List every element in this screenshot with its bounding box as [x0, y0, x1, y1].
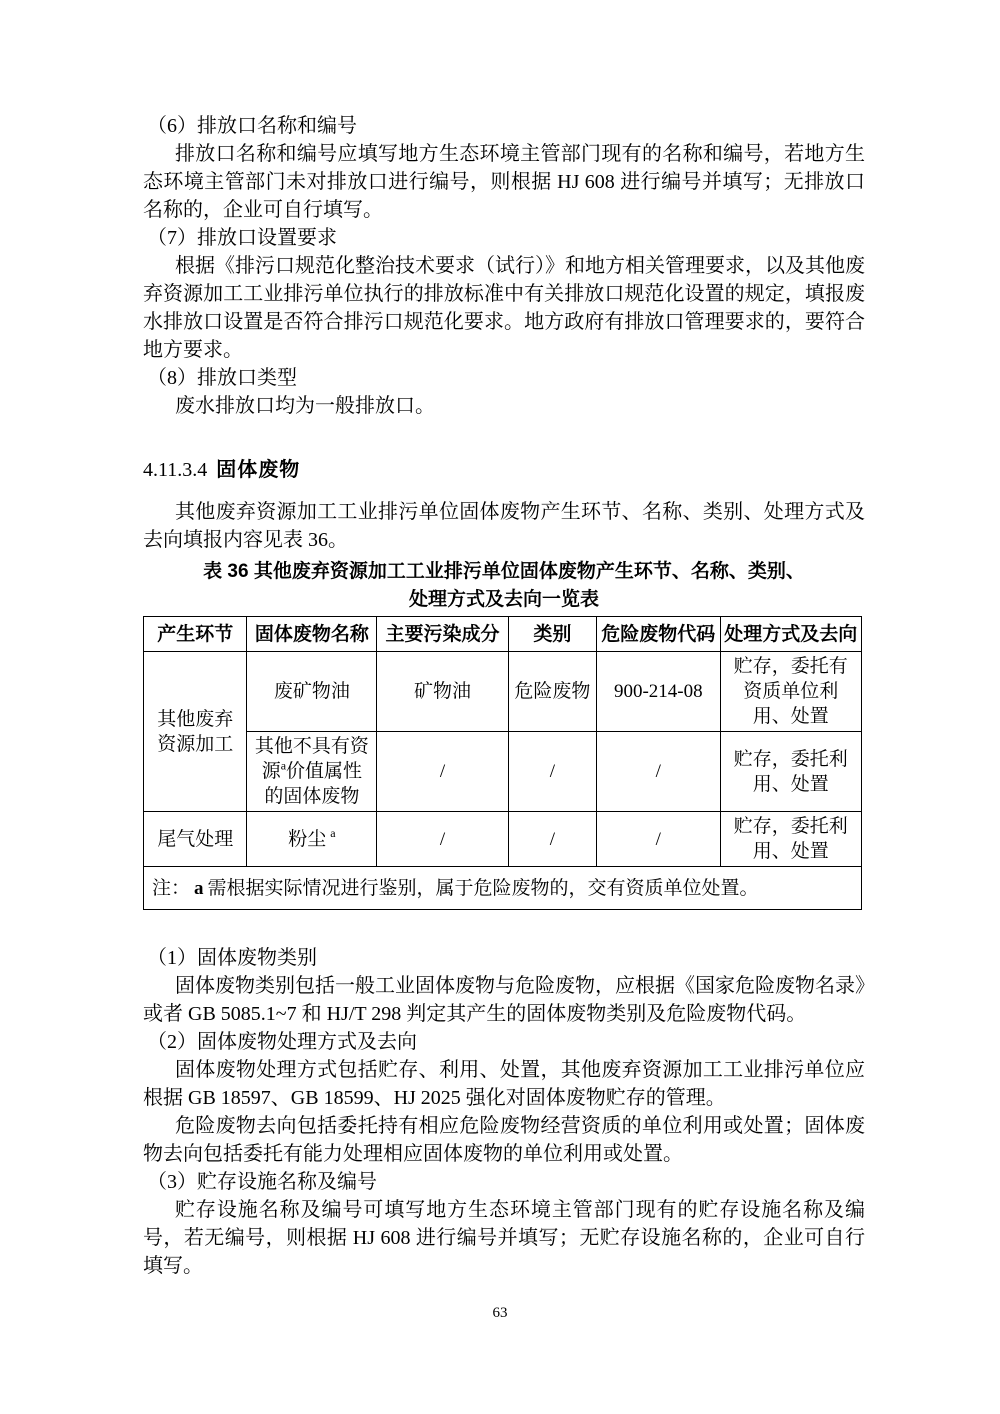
- list-heading-3: （3）贮存设施名称及编号: [147, 1171, 377, 1193]
- paragraph-disposal-method: 固体废物处理方式包括贮存、利用、处置，其他废弃资源加工工业排污单位应根据 GB 18597、GB 18599、HJ 2025 强化对固体废物贮存的管理。: [143, 1059, 865, 1109]
- paragraph-waste-category: 固体废物类别包括一般工业固体废物与危险废物，应根据《国家危险废物名录》或者 GB 5085.1~7 和 HJ/T 298 判定其产生的固体废物类别及危险废物代码。: [143, 975, 865, 1025]
- note-text: 需根据实际情况进行鉴别，属于危险废物的，交有资质单位处置。: [207, 877, 759, 899]
- cell-hazard-code: /: [597, 812, 720, 867]
- paragraph-section-intro: 其他废弃资源加工工业排污单位固体废物产生环节、名称、类别、处理方式及去向填报内容见表 36。: [143, 501, 865, 551]
- header-disposal: 处理方式及去向: [720, 617, 861, 652]
- section-number: 4.11.3.4: [143, 459, 208, 481]
- paragraph-storage-facility: 贮存设施名称及编号可填写地方生态环境主管部门现有的贮存设施名称及编号，若无编号，则根据 HJ 608 进行编号并填写；无贮存设施名称的，企业可自行填写。: [143, 1199, 865, 1277]
- header-hazard-code: 危险废物代码: [597, 617, 720, 652]
- cell-waste-name: 废矿物油: [247, 652, 377, 732]
- cell-category: /: [508, 812, 596, 867]
- table-header-row: [144, 617, 862, 652]
- table-row: [144, 652, 862, 732]
- list-heading-7: （7）排放口设置要求: [147, 227, 337, 249]
- cell-disposal: 贮存，委托利用、处置: [720, 812, 861, 867]
- header-category: 类别: [508, 617, 596, 652]
- paragraph-hazard-destination: 危险废物去向包括委托持有相应危险废物经营资质的单位利用或处置；固体废物去向包括委托有能力处理相应固体废物的单位利用或处置。: [143, 1115, 865, 1165]
- cell-pollutant: 矿物油: [377, 652, 508, 732]
- table-title: [143, 558, 865, 614]
- cell-stage: 尾气处理: [144, 812, 247, 867]
- cell-pollutant: /: [377, 812, 508, 867]
- table-title-line1: 表 36 其他废弃资源加工工业排污单位固体废物产生环节、名称、类别、: [203, 561, 805, 582]
- solid-waste-table: [143, 616, 862, 910]
- cell-hazard-code: /: [597, 732, 720, 812]
- cell-disposal: 贮存，委托有资质单位利用、处置: [720, 652, 861, 732]
- cell-category: /: [508, 732, 596, 812]
- table-note-row: [144, 867, 862, 910]
- table-title-line2: 处理方式及去向一览表: [408, 589, 599, 610]
- header-stage: 产生环节: [144, 617, 247, 652]
- paragraph-outlet-type: 废水排放口均为一般排放口。: [175, 395, 435, 417]
- paragraph-outlet-requirements: 根据《排污口规范化整治技术要求（试行）》和地方相关管理要求，以及其他废弃资源加工工业排污单位执行的排放标准中有关排放口规范化设置的规定，填报废水排放口设置是否符合排污口规范化要求。地方政府有排放口管理要求的，要符合地方要求。: [143, 255, 865, 361]
- header-pollutant: 主要污染成分: [377, 617, 508, 652]
- list-heading-8: （8）排放口类型: [147, 367, 297, 389]
- cell-disposal: 贮存，委托利用、处置: [720, 732, 861, 812]
- table-note-cell: [144, 867, 862, 910]
- section-title: 固体废物: [216, 459, 301, 481]
- cell-hazard-code: 900-214-08: [597, 652, 720, 732]
- waste-name-text: 价值属性的固体废物: [264, 761, 363, 807]
- page-number: 63: [492, 1305, 508, 1321]
- document-content: [143, 112, 865, 1280]
- section-heading: [143, 456, 865, 484]
- footnote-marker: a: [330, 826, 336, 841]
- list-heading-1: （1）固体废物类别: [147, 947, 317, 969]
- waste-name-text: 其他不具有资源: [254, 736, 369, 782]
- cell-pollutant: /: [377, 732, 508, 812]
- table-row: [144, 812, 862, 867]
- cell-stage: 其他废弃资源加工: [144, 652, 247, 812]
- list-heading-2: （2）固体废物处理方式及去向: [147, 1031, 417, 1053]
- cell-waste-name: [247, 812, 377, 867]
- waste-name-text: 粉尘: [288, 828, 327, 850]
- paragraph-outlet-name: 排放口名称和编号应填写地方生态环境主管部门现有的名称和编号，若地方生态环境主管部门未对排放口进行编号，则根据 HJ 608 进行编号并填写；无排放口名称的，企业可自行填写。: [143, 143, 865, 221]
- cell-waste-name: [247, 732, 377, 812]
- footnote-marker: a: [280, 758, 287, 773]
- table-row: [144, 732, 862, 812]
- note-prefix: 注：: [152, 877, 191, 899]
- header-waste-name: 固体废物名称: [247, 617, 377, 652]
- note-footnote-marker: a: [194, 877, 204, 899]
- cell-category: 危险废物: [508, 652, 596, 732]
- list-heading-6: （6）排放口名称和编号: [147, 115, 357, 137]
